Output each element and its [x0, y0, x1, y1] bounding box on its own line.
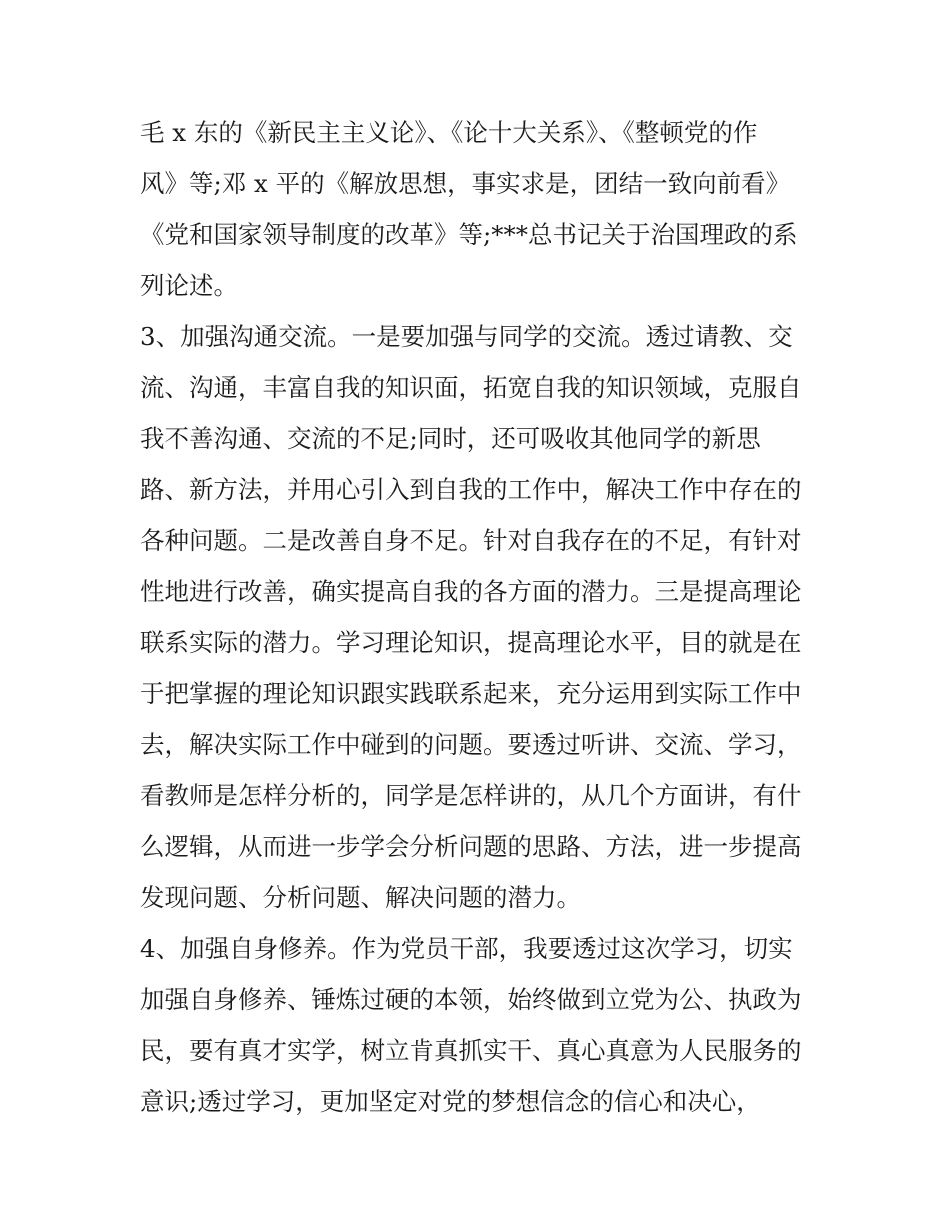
text-line-10: 性地进行改善，确实提高自我的各方面的潜力。三是提高理论 [140, 577, 802, 606]
text-line-1: 毛 x 东的《新民主主义论》、《论十大关系》、《整顿党的作 [140, 118, 758, 147]
text-line-18: 加强自身修养、锤炼过硬的本领，始终做到立党为公、执政为 [140, 985, 802, 1014]
text-line-15: 么逻辑，从而进一步学会分析问题的思路、方法，进一步提高 [140, 832, 802, 861]
text-line-11: 联系实际的潜力。学习理论知识，提高理论水平，目的就是在 [140, 628, 802, 657]
text-line-12: 于把掌握的理论知识跟实践联系起来，充分运用到实际工作中 [140, 679, 802, 708]
text-line-20: 意识;透过学习，更加坚定对党的梦想信念的信心和决心， [140, 1087, 761, 1116]
section-4-heading-line: 4、加强自身修养。作为党员干部，我要透过这次学习，切实 [140, 934, 793, 963]
text-line-4: 列论述。 [140, 271, 238, 300]
text-line-6: 流、沟通，丰富自我的知识面，拓宽自我的知识领域，克服自 [140, 373, 802, 402]
text-line-13: 去，解决实际工作中碰到的问题。要透过听讲、交流、学习， [140, 730, 802, 759]
section-3-heading-line: 3、加强沟通交流。一是要加强与同学的交流。透过请教、交 [140, 322, 793, 351]
text-line-16: 发现问题、分析问题、解决问题的潜力。 [140, 883, 581, 912]
text-line-9: 各种问题。二是改善自身不足。针对自我存在的不足，有针对 [140, 526, 802, 555]
text-line-3: 《党和国家领导制度的改革》等;***总书记关于治国理政的系 [140, 220, 798, 249]
text-line-7: 我不善沟通、交流的不足;同时，还可吸收其他同学的新思 [140, 424, 761, 453]
text-line-19: 民，要有真才实学，树立肯真抓实干、真心真意为人民服务的 [140, 1036, 802, 1065]
text-line-14: 看教师是怎样分析的，同学是怎样讲的，从几个方面讲，有什 [140, 781, 802, 810]
text-line-8: 路、新方法，并用心引入到自我的工作中，解决工作中存在的 [140, 475, 802, 504]
text-line-2: 风》等;邓 x 平的《解放思想，事实求是，团结一致向前看》 [140, 169, 791, 198]
document-body [140, 107, 820, 1127]
